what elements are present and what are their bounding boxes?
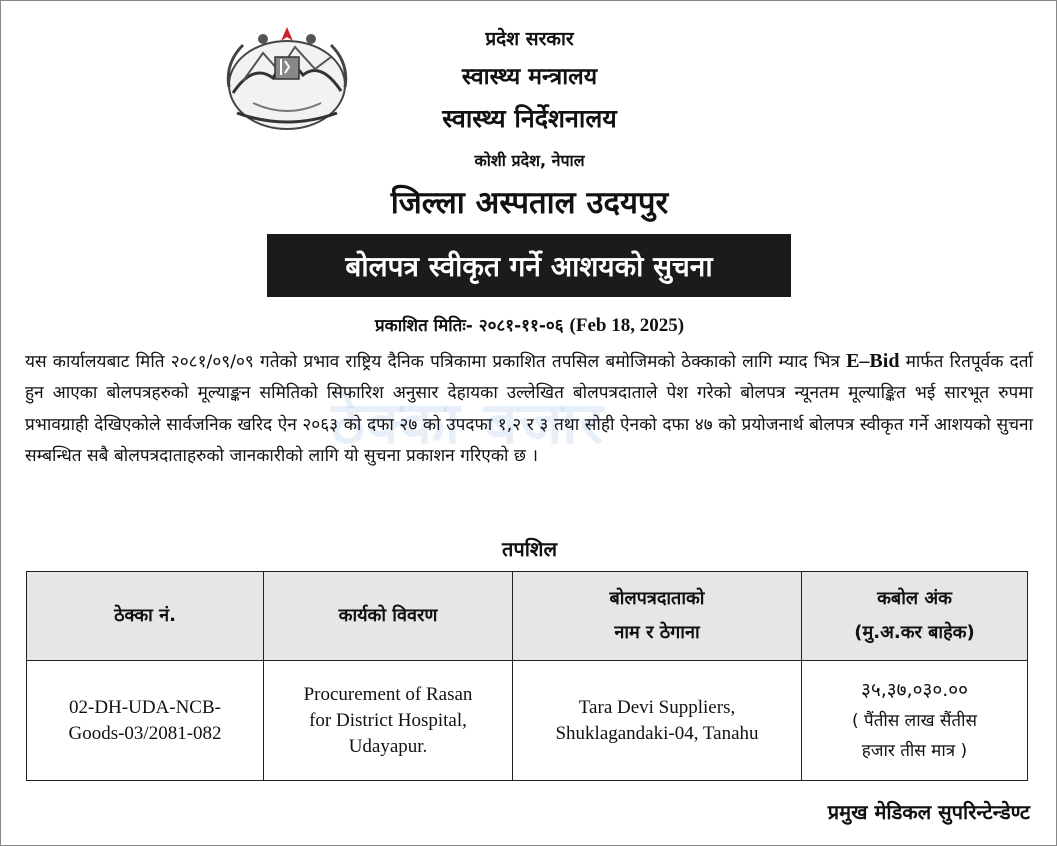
body-part2: मार्फत रितपूर्वक दर्ता हुन आएका बोलपत्रहरुको मूल्याङ्कन समितिको सिफारिश अनुसार देहायका उल्लेखित बोलपत्रदाताले पेश गरेको बोलपत्र न्यूनतम मूल्याङ्कित भई सारभूत रुपमा प्रभावग्राही देखिएकोले सार्वजनिक खरिद ऐन २०६३ को दफा २७ को उपदफा १,२ र ३ तथा सोही ऐनको दफा ४७ को प्रयोजनार्थ बोलपत्र स्वीकृत गर्ने आशयको सुचना सम्बन्धित सबै बोलपत्रदाताहरुको जानकारीको लागि यो सुचना प्रकाशन गरिएको छ । (25, 352, 1033, 467)
notice-title: बोलपत्र स्वीकृत गर्ने आशयको सुचना (345, 249, 713, 283)
published-date-np: २०८१-११-०६ (478, 316, 564, 336)
table-row (27, 661, 1028, 781)
schedule-title: तपशिल (501, 537, 558, 561)
body-part1: यस कार्यालयबाट मिति २०८१/०९/०९ गतेको प्रभाव राष्ट्रिय दैनिक पत्रिकामा प्रकाशित तपसिल बमोजिमको ठेक्काको लागि म्याद भित्र (25, 352, 847, 372)
notice-body (25, 346, 1033, 473)
province-heading: कोशी प्रदेश, नेपाल (474, 151, 585, 170)
cell-contract-no: 02-DH-UDA-NCB- Goods-03/2081-082 (27, 661, 264, 781)
col-amount: कबोल अंक (मु.अ.कर बाहेक) (802, 572, 1028, 661)
signature: प्रमुख मेडिकल सुपरिन्टेन्डेण्ट (827, 800, 1030, 824)
body-ebid: E–Bid (846, 350, 900, 372)
table-header-row (27, 572, 1028, 661)
col-description: कार्यको विवरण (264, 572, 513, 661)
published-date (1, 313, 1057, 337)
directorate-heading: स्वास्थ्य निर्देशनालय (442, 104, 617, 133)
published-date-en: (Feb 18, 2025) (569, 315, 685, 336)
notice-title-banner (267, 234, 791, 297)
government-heading: प्रदेश सरकार (485, 28, 574, 50)
schedule-table (26, 571, 1028, 781)
watermark: ठेक्का बजार (331, 389, 605, 457)
col-contract-no: ठेक्का नं. (27, 572, 264, 661)
cell-amount: ३५,३७,०३०.०० ( पैंतीस लाख सैंतीस हजार तीस मात्र ) (802, 661, 1028, 781)
published-label: प्रकाशित मितिः- (374, 316, 473, 336)
hospital-heading: जिल्ला अस्पताल उदयपुर (390, 185, 669, 221)
cell-bidder: Tara Devi Suppliers, Shuklagandaki-04, Tanahu (513, 661, 802, 781)
cell-description: Procurement of Rasan for District Hospital, Udayapur. (264, 661, 513, 781)
ministry-heading: स्वास्थ्य मन्त्रालय (461, 64, 598, 90)
col-bidder: बोलपत्रदाताको नाम र ठेगाना (513, 572, 802, 661)
